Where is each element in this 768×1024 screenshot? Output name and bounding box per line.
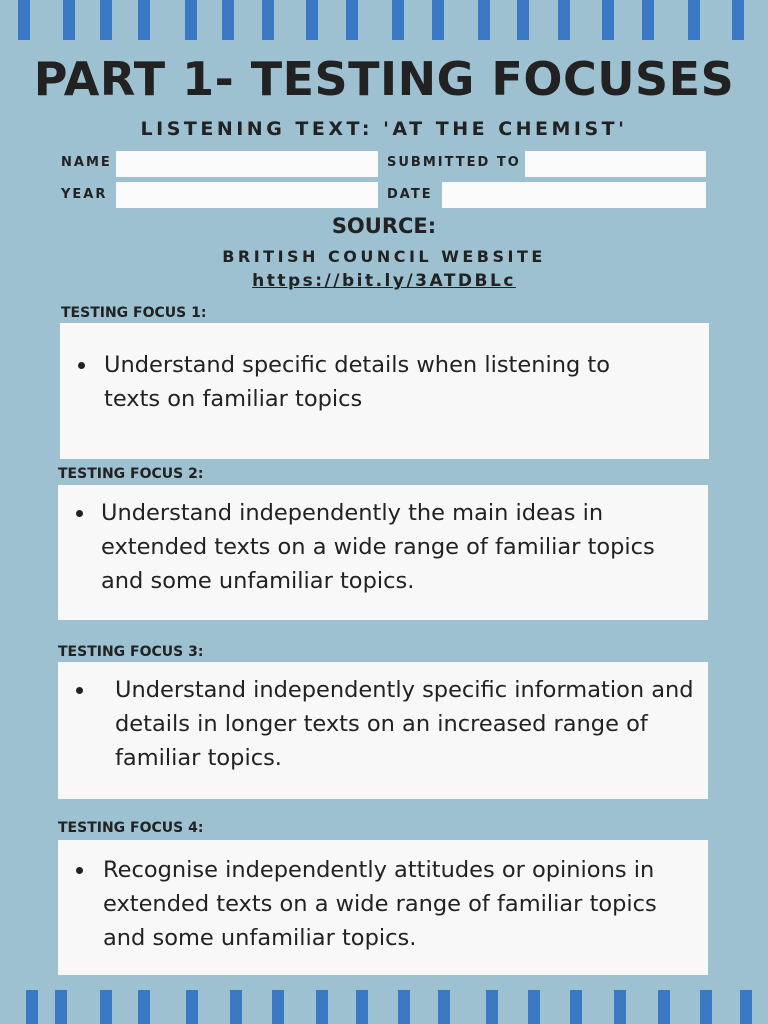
stripe	[392, 0, 404, 40]
stripe	[517, 0, 529, 40]
stripe	[398, 990, 410, 1024]
testing-focus-2-bullet: Understand independently the main ideas in extended texts on a wide range of familiar topics and some unfamiliar topics.	[58, 496, 690, 598]
testing-focus-3-label: TESTING FOCUS 3:	[58, 644, 204, 660]
stripe	[230, 990, 242, 1024]
stripe	[138, 990, 150, 1024]
source-text: BRITISH COUNCIL WEBSITE	[222, 247, 546, 266]
stripe	[658, 990, 670, 1024]
stripe	[316, 990, 328, 1024]
stripe	[138, 0, 150, 40]
testing-focus-1-bullet: Understand specific details when listening to texts on familiar topics	[60, 348, 669, 416]
year-field[interactable]	[116, 182, 378, 208]
stripe	[570, 990, 582, 1024]
bottom-stripe-border	[0, 990, 768, 1024]
stripe	[222, 0, 234, 40]
page-subtitle: LISTENING TEXT: 'AT THE CHEMIST'	[140, 118, 628, 140]
stripe	[55, 990, 67, 1024]
stripe	[432, 0, 444, 40]
stripe	[186, 990, 198, 1024]
stripe	[486, 990, 498, 1024]
name-field[interactable]	[116, 151, 378, 177]
testing-focus-1-label: TESTING FOCUS 1:	[61, 305, 207, 321]
stripe	[478, 0, 490, 40]
stripe	[642, 0, 654, 40]
source-heading: SOURCE:	[331, 214, 437, 238]
stripe	[602, 0, 614, 40]
stripe	[438, 990, 450, 1024]
stripe	[528, 990, 540, 1024]
name-label: NAME	[61, 155, 112, 170]
stripe	[18, 0, 30, 40]
top-stripe-border	[0, 0, 768, 40]
stripe	[688, 0, 700, 40]
stripe	[100, 990, 112, 1024]
testing-focus-2-card	[58, 485, 708, 620]
submitted-to-field[interactable]	[525, 151, 706, 177]
stripe	[356, 990, 368, 1024]
stripe	[558, 0, 570, 40]
testing-focus-4-bullet: Recognise independently attitudes or opinions in extended texts on a wide range of familiar topics and some unfamiliar topics.	[58, 853, 694, 955]
stripe	[614, 990, 626, 1024]
stripe	[306, 0, 318, 40]
stripe	[262, 0, 274, 40]
testing-focus-4-label: TESTING FOCUS 4:	[58, 820, 204, 836]
stripe	[346, 0, 358, 40]
date-field[interactable]	[442, 182, 706, 208]
stripe	[26, 990, 38, 1024]
testing-focus-3-card	[58, 662, 708, 799]
stripe	[100, 0, 112, 40]
year-label: YEAR	[61, 187, 108, 202]
testing-focus-3-bullet: Understand independently specific information and details in longer texts on an increased range of familiar topics.	[58, 673, 704, 775]
stripe	[185, 0, 197, 40]
stripe	[272, 990, 284, 1024]
stripe	[63, 0, 75, 40]
testing-focus-2-label: TESTING FOCUS 2:	[58, 466, 204, 482]
stripe	[740, 990, 752, 1024]
stripe	[700, 990, 712, 1024]
page-title: PART 1- TESTING FOCUSES	[33, 52, 735, 106]
testing-focus-4-card	[58, 840, 708, 975]
date-label: DATE	[387, 187, 433, 202]
testing-focus-1-card	[60, 323, 709, 459]
source-link[interactable]: https://bit.ly/3ATDBLc	[252, 271, 516, 291]
stripe	[732, 0, 744, 40]
submitted-to-label: SUBMITTED TO	[387, 155, 521, 170]
